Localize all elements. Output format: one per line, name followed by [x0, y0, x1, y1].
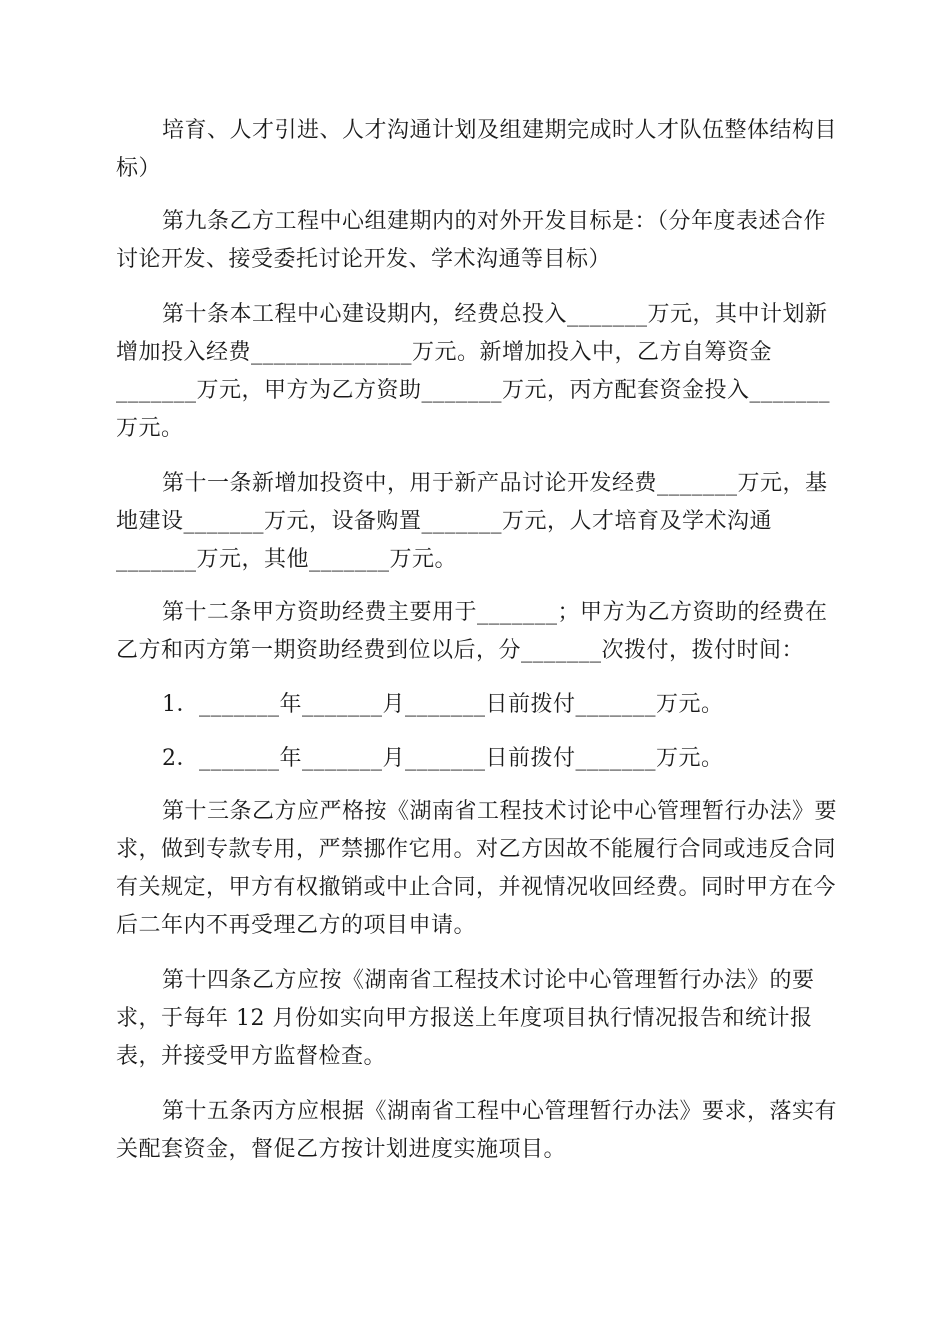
paragraph-line: 有关规定，甲方有权撤销或中止合同，并视情况收回经费。同时甲方在今 [116, 875, 837, 900]
paragraph-line: 求，做到专款专用，严禁挪作它用。对乙方因故不能履行合同或违反合同 [116, 837, 837, 862]
paragraph-line: 第十二条甲方资助经费主要用于_______；甲方为乙方资助的经费在 [162, 600, 828, 625]
paragraph-line: 表，并接受甲方监督检查。 [116, 1044, 387, 1069]
paragraph-line: 求，于每年 12 月份如实向甲方报送上年度项目执行情况报告和统计报 [116, 1006, 813, 1031]
paragraph-article-14 [116, 962, 836, 1076]
paragraph-article-10 [116, 296, 836, 448]
paragraph-line: 培育、人才引进、人才沟通计划及组建期完成时人才队伍整体结构目 [162, 118, 838, 143]
paragraph-line: 关配套资金，督促乙方按计划进度实施项目。 [116, 1137, 567, 1162]
paragraph-line: _______万元，其他_______万元。 [116, 547, 458, 572]
paragraph-article-8-continued [116, 112, 836, 188]
paragraph-article-13 [116, 793, 836, 945]
paragraph-line: 第九条乙方工程中心组建期内的对外开发目标是：（分年度表述合作 [162, 209, 827, 234]
paragraph-article-12 [116, 594, 836, 670]
paragraph-line: 2．_______年_______月_______日前拨付_______万元。 [162, 746, 724, 771]
paragraph-line: 第十三条乙方应严格按《湖南省工程技术讨论中心管理暂行办法》要 [162, 799, 838, 824]
list-item-payment-2 [116, 740, 836, 778]
paragraph-article-11 [116, 465, 836, 579]
paragraph-line: 乙方和丙方第一期资助经费到位以后，分_______次拨付，拨付时间： [116, 638, 805, 663]
paragraph-line: 增加投入经费______________万元。新增加投入中，乙方自筹资金 [116, 340, 773, 365]
list-item-payment-1 [116, 686, 836, 724]
paragraph-line: 讨论开发、接受委托讨论开发、学术沟通等目标） [116, 247, 612, 272]
paragraph-article-15 [116, 1093, 836, 1169]
paragraph-line: 后二年内不再受理乙方的项目申请。 [116, 913, 477, 938]
paragraph-line: 第十四条乙方应按《湖南省工程技术讨论中心管理暂行办法》的要 [162, 968, 815, 993]
paragraph-line: 地建设_______万元，设备购置_______万元，人才培育及学术沟通 [116, 509, 773, 534]
paragraph-line: _______万元，甲方为乙方资助_______万元，丙方配套资金投入_______ [116, 378, 831, 403]
paragraph-line: 万元。 [116, 416, 184, 441]
paragraph-article-9 [116, 203, 836, 279]
paragraph-line: 标） [116, 156, 162, 181]
paragraph-line: 第十一条新增加投资中，用于新产品讨论开发经费_______万元，基 [162, 471, 828, 496]
paragraph-line: 第十条本工程中心建设期内，经费总投入_______万元，其中计划新 [162, 302, 828, 327]
paragraph-line: 第十五条丙方应根据《湖南省工程中心管理暂行办法》要求，落实有 [162, 1099, 838, 1124]
paragraph-line: 1．_______年_______月_______日前拨付_______万元。 [162, 692, 724, 717]
